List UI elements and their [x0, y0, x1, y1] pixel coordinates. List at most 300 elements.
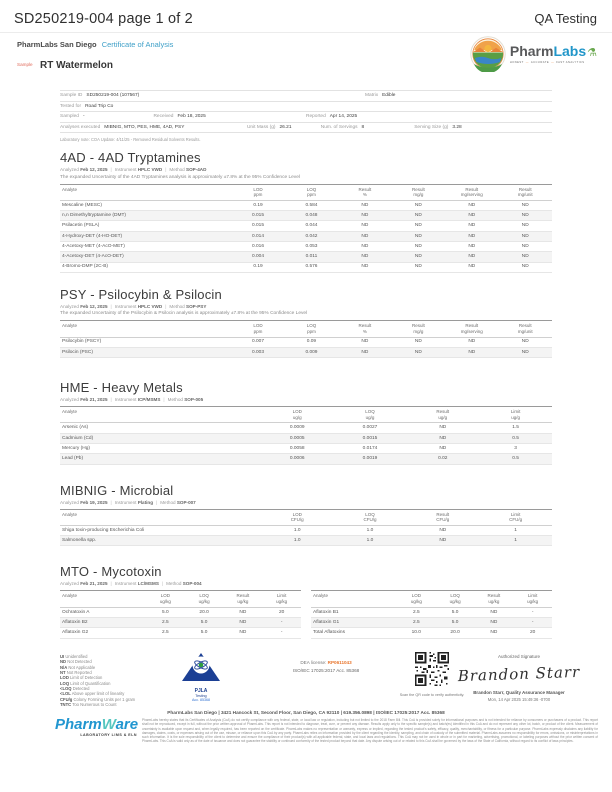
column-header: Result mg/g [392, 184, 445, 200]
value-cell: - [262, 618, 301, 628]
column-header-analyte: Analyte [60, 407, 261, 423]
value-cell: ND [499, 347, 552, 357]
table-row [60, 423, 552, 433]
value-cell: 1.0 [261, 525, 334, 535]
signature-script: Brandon Starr [457, 662, 581, 686]
tagline-separator: — [525, 60, 529, 64]
table-row [60, 454, 552, 464]
value-cell: 1 [479, 536, 552, 546]
dea-license-label: DEA license: [300, 660, 327, 665]
meta-separator: | [165, 167, 167, 172]
signature-block [440, 654, 598, 702]
dea-license-line [248, 660, 404, 665]
value-cell: 0.584 [285, 200, 338, 210]
servings-label: Num. of Servings [320, 124, 358, 130]
sample-info-table [60, 90, 552, 133]
analyte-cell: Mercury (Hg) [60, 444, 261, 454]
section-meta [60, 500, 552, 505]
mto-dual-tables [60, 586, 552, 638]
tested-for-label: Tested for [60, 103, 82, 109]
value-cell: 1.5 [479, 423, 552, 433]
value-cell: ND [392, 200, 445, 210]
info-row [60, 91, 552, 102]
value-cell: ND [499, 252, 552, 262]
table-row [60, 444, 552, 454]
value-cell: 0.0015 [334, 433, 407, 443]
sampled-pair [60, 114, 85, 119]
laboratory-note: Laboratory note: COA Update: 4/11/25 - Removed Residual Solvents Results. [60, 137, 201, 142]
matrix-value: Edible [382, 93, 396, 98]
value-cell: 0.016 [231, 241, 284, 251]
value-cell: 1.0 [334, 525, 407, 535]
value-cell: - [513, 607, 552, 617]
pharmware-pharm: Pharm [55, 716, 102, 733]
legend-item: CFU/g Colony Forming Units per 1 gram [60, 696, 136, 702]
column-header-analyte: Analyte [60, 591, 146, 607]
value-cell: 20 [262, 607, 301, 617]
value-cell: ND [392, 337, 445, 347]
value-cell: 0.007 [231, 337, 284, 347]
mibnig-results-table [60, 509, 552, 547]
sample-id-pair [60, 93, 139, 98]
sample-label: Sample [17, 62, 33, 67]
value-cell: ND [406, 433, 479, 443]
value-cell: ND [338, 252, 391, 262]
column-header-analyte: Analyte [311, 591, 397, 607]
section-4ad [60, 150, 552, 273]
table-row [60, 252, 552, 262]
value-cell: ND [445, 241, 498, 251]
table-row [60, 607, 301, 617]
value-cell: 20.0 [436, 628, 475, 638]
value-cell: ND [223, 628, 262, 638]
column-header: Result mg/unit [499, 321, 552, 337]
value-cell: 0.0027 [334, 423, 407, 433]
section-title: HME - Heavy Metals [60, 380, 183, 396]
value-cell: 0.053 [285, 241, 338, 251]
legend-item: N/A Not Applicable [60, 664, 96, 670]
qr-caption: Scan the QR code to verify authenticity. [399, 693, 465, 697]
table-row [311, 607, 552, 617]
analyses-value: MIBNIG, MTO, PES, HME, 4AD, PSY [104, 124, 185, 130]
lab-name: PharmLabs San Diego [17, 40, 97, 49]
value-cell: 1.0 [334, 536, 407, 546]
method-label: Method [166, 581, 182, 587]
logo-tagline [510, 62, 597, 65]
results-body [60, 150, 552, 639]
value-cell: ND [499, 231, 552, 241]
section-meta [60, 304, 552, 309]
signature-timestamp: Mon, 14 Apr 2025 15:49:36 -0700 [487, 696, 551, 702]
method-label: Method [169, 167, 185, 172]
value-cell: 0.014 [231, 231, 284, 241]
legend-item: ND Not Detected [60, 659, 92, 665]
method-value: SOP-005 [184, 397, 204, 403]
servings-value: 8 [361, 124, 365, 130]
value-cell: 5.0 [185, 628, 224, 638]
tagline-accurate: ACCURATE [530, 60, 550, 64]
unit-mass-pair [247, 125, 292, 130]
method-label: Method [160, 499, 176, 505]
legend-item: <LOL Above upper limit of linearity [60, 691, 125, 697]
column-header: Result mg/unit [499, 184, 552, 200]
value-cell: ND [445, 252, 498, 262]
table-row [60, 241, 552, 251]
pharmware-logo [55, 717, 137, 737]
analyte-cell: Ochratoxin A [60, 607, 146, 617]
tagline-fast: FAST ANALYTICS [556, 60, 585, 64]
value-cell: 20.0 [185, 607, 224, 617]
info-row [60, 123, 552, 134]
table-row [60, 221, 552, 231]
pharmlabs-emblem-icon [470, 36, 506, 72]
legend-item: UI Unidentified [60, 654, 88, 659]
column-header: LOD CFU/g [261, 509, 334, 525]
iso-accreditation-line: ISO/IEC 17025:2017 Acc. 85368 [292, 667, 360, 673]
table-row [60, 347, 552, 357]
analyte-cell: 4-Acetoxy-DET (4-AcO-DET) [60, 252, 231, 262]
analyzed-label: Analyzed [60, 499, 79, 505]
analyte-cell: Psilocin (PSC) [60, 347, 231, 357]
instrument-value: Plating [137, 499, 154, 505]
info-row [60, 102, 552, 113]
value-cell: 2.5 [397, 607, 436, 617]
column-header: Limit ug/kg [513, 591, 552, 607]
value-cell: ND [392, 221, 445, 231]
analyte-cell: Total Aflatoxins [311, 628, 397, 638]
uncertainty-note: The expanded Uncertainty of the 4AD Tryptamines analysis is approximately ±7.8% at the 95% Confidence Level [60, 174, 300, 180]
sample-id-label: Sample ID [60, 93, 83, 98]
tested-for-value: Road Trip Co [85, 103, 114, 109]
psy-results-table [60, 320, 552, 358]
license-block [248, 660, 404, 673]
table-row [311, 628, 552, 638]
table-header-row [60, 184, 552, 200]
sampled-value: - [82, 114, 85, 119]
top-bar [0, 0, 612, 33]
column-header: LOQ ug/kg [185, 591, 224, 607]
meta-separator: | [110, 397, 112, 403]
wordmark-pharm: Pharm [509, 42, 554, 59]
value-cell: 5.0 [436, 607, 475, 617]
analyte-cell: Aflatoxin B2 [60, 618, 146, 628]
meta-separator: | [110, 581, 112, 587]
serving-size-label: Serving Size (g) [414, 124, 449, 130]
value-cell: 0.0009 [261, 423, 334, 433]
table-row [60, 337, 552, 347]
value-cell: ND [406, 444, 479, 454]
reported-value: Apr 14, 2025 [329, 114, 358, 119]
instrument-value: LC/MSMS [137, 581, 159, 587]
matrix-pair [365, 93, 395, 98]
pjla-acc-number: Acc. 85368 [192, 698, 210, 702]
value-cell: ND [338, 200, 391, 210]
method-value: SOP-007 [176, 499, 196, 505]
meta-separator: | [110, 499, 112, 505]
instrument-value: HPLC VWD [137, 167, 163, 172]
column-header: LOQ ppm [285, 321, 338, 337]
value-cell: ND [406, 536, 479, 546]
value-cell: ND [392, 241, 445, 251]
section-title: 4AD - 4AD Tryptamines [60, 150, 201, 165]
column-header: Limit ug/g [479, 407, 552, 423]
value-cell: ND [445, 262, 498, 272]
dea-license-number: RP0611043 [327, 660, 352, 665]
value-cell: ND [445, 347, 498, 357]
hme-results-table [60, 406, 552, 464]
table-row [60, 262, 552, 272]
wordmark-labs: Labs [553, 42, 587, 59]
lab-address-line: PharmLabs San Diego | 3421 Hancock St, Second Floor, San Diego, CA 92110 | 619.356.0898 | ISO/IEC 17025:2017 Acc. 85368 [167, 710, 445, 715]
pharmware-are: are [115, 716, 139, 733]
value-cell: 0.09 [285, 337, 338, 347]
flask-icon: ⚗ [587, 46, 597, 59]
table-row [311, 618, 552, 628]
method-label: Method [169, 303, 185, 309]
method-value: SOP-4AD [186, 167, 207, 172]
value-cell: 0.02 [406, 454, 479, 464]
section-title: MTO - Mycotoxin [60, 564, 162, 580]
section-psy [60, 287, 552, 358]
value-cell: 0.19 [231, 262, 284, 272]
meta-separator: | [156, 499, 158, 505]
servings-pair [321, 125, 364, 130]
instrument-label: Instrument [114, 499, 137, 505]
value-cell: 0.0005 [261, 433, 334, 443]
value-cell: ND [338, 347, 391, 357]
received-pair [153, 114, 205, 119]
method-value: SOP-PSY [186, 303, 207, 309]
reported-pair [306, 114, 357, 119]
analyte-cell: 4-Hydroxy-DET (4-HO-DET) [60, 231, 231, 241]
analyte-cell: Shiga toxin-producing Escherichia Coli [60, 525, 261, 535]
table-row [60, 618, 301, 628]
pjla-accreditation [170, 652, 232, 702]
sub-header [17, 40, 595, 82]
value-cell: 3 [479, 444, 552, 454]
analyte-cell: Psilacetin (PSLA) [60, 221, 231, 231]
legend-item: TNTC Too Numerous to Count [60, 701, 117, 707]
pharmware-w: W [101, 716, 116, 733]
analyte-cell: Aflatoxin G2 [60, 628, 146, 638]
analyte-cell: Aflatoxin B1 [311, 607, 397, 617]
analyzed-label: Analyzed [60, 167, 79, 172]
legend-item: LOQ Limit of Quantification [60, 680, 111, 686]
serving-size-pair [414, 125, 461, 130]
column-header: LOQ ug/g [334, 407, 407, 423]
column-header: LOD ppm [231, 184, 284, 200]
analyzed-date: Feb 12, 2025 [80, 167, 108, 172]
value-cell: ND [392, 262, 445, 272]
column-header: Result CFU/g [406, 509, 479, 525]
legend-item: <LOQ Detected [60, 685, 90, 691]
column-header: Limit CFU/g [479, 509, 552, 525]
value-cell: ND [406, 525, 479, 535]
page-footer [0, 648, 612, 792]
analyte-cell: 4-Bromo-DMP (2C-B) [60, 262, 231, 272]
column-header: Result % [338, 321, 391, 337]
value-cell: 0.576 [285, 262, 338, 272]
analyzed-label: Analyzed [60, 303, 79, 309]
value-cell: 1.0 [261, 536, 334, 546]
column-header: LOQ CFU/g [334, 509, 407, 525]
instrument-value: HPLC VWD [137, 303, 163, 309]
analyte-cell: Aflatoxin G1 [311, 618, 397, 628]
value-cell: ND [406, 423, 479, 433]
value-cell: - [262, 628, 301, 638]
value-cell: ND [445, 211, 498, 221]
value-cell: ND [445, 221, 498, 231]
meta-separator: | [110, 303, 112, 309]
value-cell: 5.0 [185, 618, 224, 628]
section-mto [60, 564, 552, 638]
table-row [60, 200, 552, 210]
analyte-cell: Mescaline (MESC) [60, 200, 231, 210]
column-header: Result ug/kg [223, 591, 262, 607]
value-cell: 0.048 [285, 211, 338, 221]
value-cell: ND [338, 337, 391, 347]
section-meta [60, 167, 552, 172]
analyzed-label: Analyzed [60, 397, 79, 403]
pjla-logo-icon [181, 652, 221, 682]
mto-results-table-right [311, 590, 552, 638]
column-header-analyte: Analyte [60, 509, 261, 525]
instrument-label: Instrument [114, 581, 137, 587]
value-cell: 0.0019 [334, 454, 407, 464]
meta-separator: | [165, 303, 167, 309]
unit-mass-value: 26.21 [279, 124, 292, 130]
legal-disclaimer: PharmLabs hereby states that its Certificates of Analysis (CoA) do not certify compliance with any federal, state, or local law or regulation, including but not limited to the 2018 Farm Bill. This CoA is provided solely for informational purposes and is not intended for reliance by consumers or purchasers of a product. This report shall not be reproduced, except in full, without the prior written approval of PharmLabs. This report is not intended to diagnose, treat, cure, or prevent any disease. Results apply only to the specific sample(s) and batch(es) identified in this CoA and do not represent any other lot, batch, or product of the client. Measurement of uncertainty is available upon request and, when legally required, has been reported on the certificate. PharmLabs makes no representation or warranty, express or implied, regarding the tested product's safety, efficacy, quality, merchantability, or fitness for a particular purpose. PharmLabs expressly disclaims any liability for damages, claims, costs, or expenses arising out of the use, misuse, or reliance upon this CoA by any party. PharmLabs relies on information provided by the client regarding the identity, sampling, and chain of custody of the submitted material. PharmLabs assumes no responsibility for errors, omissions, or misinterpretations in such information. It is the sole responsibility of the client to determine and ensure the compliance of their product(s) with all applicable federal, state, and local laws and regulations. This CoA may not be used in whole or in part for marketing, advertising, promotional, or labeling purposes without the prior written consent of PharmLabs. This CoA is valid only as of the date of issuance and does not guarantee the stability or continued conformity of the tested product beyond that date. Any dispute arising out of or related to this CoA shall be governed by the laws of the State of California, without regard to its conflict of laws principles. [142, 718, 598, 744]
section-hme [60, 380, 552, 464]
meta-separator: | [110, 167, 112, 172]
analyzed-date: Feb 21, 2025 [80, 581, 108, 587]
value-cell: 0.015 [231, 211, 284, 221]
column-header: Result ug/kg [474, 591, 513, 607]
pjla-name: PJLA [194, 688, 208, 694]
value-cell: ND [392, 252, 445, 262]
section-mibnig [60, 483, 552, 547]
instrument-label: Instrument [114, 167, 137, 172]
table-row [60, 211, 552, 221]
value-cell: 0.011 [285, 252, 338, 262]
value-cell: ND [474, 607, 513, 617]
column-header-analyte: Analyte [60, 321, 231, 337]
column-header: LOD ppm [231, 321, 284, 337]
table-header-row [311, 591, 552, 607]
value-cell: 0.0006 [261, 454, 334, 464]
table-header-row [60, 321, 552, 337]
value-cell: ND [445, 200, 498, 210]
matrix-label: Matrix [365, 93, 379, 98]
value-cell: ND [338, 211, 391, 221]
value-cell: 2.5 [146, 628, 185, 638]
analyte-cell: Arsenic (As) [60, 423, 261, 433]
value-cell: 20 [513, 628, 552, 638]
value-cell: 0.5 [479, 433, 552, 443]
legend-item: LOD Limit of Detection [60, 675, 103, 681]
received-value: Feb 18, 2025 [177, 114, 206, 119]
value-cell: ND [338, 262, 391, 272]
tagline-honest: HONEST [509, 60, 524, 64]
analyte-cell: Salmonella spp. [60, 536, 261, 546]
unit-mass-label: Unit Mass (g) [246, 124, 276, 130]
abbreviation-legend [60, 654, 135, 707]
column-header: Result mg/serving [445, 184, 498, 200]
column-header: Result mg/g [392, 321, 445, 337]
value-cell: ND [499, 337, 552, 347]
4ad-results-table [60, 184, 552, 273]
info-row [60, 112, 552, 123]
value-cell: ND [445, 337, 498, 347]
analyzed-date: Feb 12, 2025 [80, 303, 108, 309]
value-cell: ND [338, 221, 391, 231]
value-cell: 0.19 [231, 200, 284, 210]
pharmlabs-wordmark [510, 44, 597, 65]
value-cell: ND [499, 221, 552, 231]
value-cell: ND [499, 262, 552, 272]
section-meta [60, 397, 552, 402]
analyte-cell: Psilocybin (PSCY) [60, 337, 231, 347]
pharmlabs-logo [470, 36, 597, 72]
analyzed-label: Analyzed [60, 581, 79, 587]
value-cell: ND [474, 628, 513, 638]
table-row [60, 433, 552, 443]
instrument-label: Instrument [114, 303, 137, 309]
value-cell: ND [392, 347, 445, 357]
value-cell: 1 [479, 525, 552, 535]
section-title: MIBNIG - Microbial [60, 482, 174, 498]
value-cell: ND [223, 607, 262, 617]
value-cell: ND [499, 211, 552, 221]
instrument-label: Instrument [114, 397, 137, 403]
column-header: Result % [338, 184, 391, 200]
value-cell: ND [392, 231, 445, 241]
table-header-row [60, 591, 301, 607]
analyte-cell: Lead (Pb) [60, 454, 261, 464]
value-cell: - [513, 618, 552, 628]
value-cell: 2.5 [397, 618, 436, 628]
column-header: Result mg/serving [445, 321, 498, 337]
section-title: PSY - Psilocybin & Psilocin [60, 286, 222, 302]
pharmware-subtitle: LABORATORY LIMS & ELN [80, 733, 137, 737]
value-cell: ND [338, 241, 391, 251]
method-label: Method [167, 397, 183, 403]
value-cell: 0.009 [285, 347, 338, 357]
signer-name-title: Brandon Starr, Quality Assurance Manager [473, 690, 565, 695]
column-header: LOQ ppm [285, 184, 338, 200]
sample-id-value: SD250219-004 (107567) [86, 93, 140, 98]
value-cell: ND [338, 231, 391, 241]
value-cell: 0.0174 [334, 444, 407, 454]
column-header: Limit ug/kg [262, 591, 301, 607]
legend-item: NT Not Reported [60, 669, 92, 675]
value-cell: ND [499, 200, 552, 210]
document-title: SD250219-004 page 1 of 2 [14, 11, 193, 27]
meta-separator: | [161, 581, 164, 587]
analyzed-date: Feb 19, 2025 [80, 499, 108, 505]
value-cell: 0.015 [231, 221, 284, 231]
table-row [60, 525, 552, 535]
column-header: Result ug/g [406, 407, 479, 423]
doc-type-label: Certificate of Analysis [101, 40, 174, 49]
value-cell: 0.004 [231, 252, 284, 262]
analyte-cell: n,n Dimethyltryptamine (DMT) [60, 211, 231, 221]
table-row [60, 628, 301, 638]
value-cell: 5.0 [436, 618, 475, 628]
value-cell: 0.042 [285, 231, 338, 241]
meta-separator: | [163, 397, 165, 403]
value-cell: ND [223, 618, 262, 628]
